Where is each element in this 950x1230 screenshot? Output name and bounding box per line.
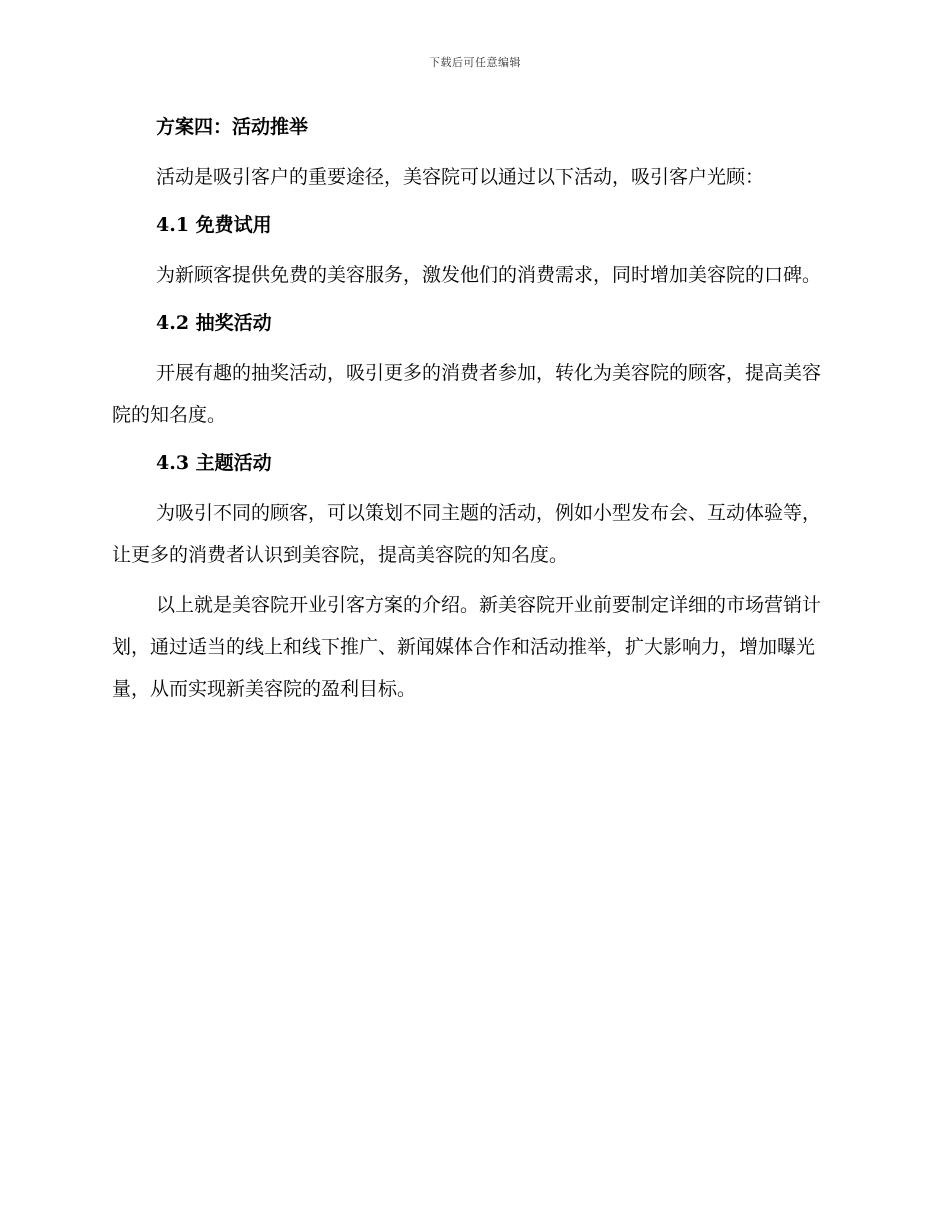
section-heading-4-3: 4.3 主题活动 (156, 452, 272, 474)
header-note: 下载后可任意编辑 (429, 56, 521, 69)
document-body (112, 108, 832, 718)
paragraph-4-1: 为新顾客提供免费的美容服务，激发他们的消费需求，同时增加美容院的口碑。 (156, 264, 822, 286)
paragraph-4-2: 开展有趣的抽奖活动，吸引更多的消费者参加，转化为美容院的顾客，提高美容院的知名度。 (112, 362, 822, 426)
conclusion-paragraph: 以上就是美容院开业引客方案的介绍。新美容院开业前要制定详细的市场营销计划，通过适当的线上和线下推广、新闻媒体合作和活动推举，扩大影响力，增加曝光量，从而实现新美容院的盈利目标。 (112, 594, 822, 700)
section-heading-4-1: 4.1 免费试用 (156, 214, 272, 236)
section-heading-plan-four: 方案四：活动推举 (156, 116, 309, 138)
section-heading-4-2: 4.2 抽奖活动 (156, 312, 272, 334)
paragraph-4-3: 为吸引不同的顾客，可以策划不同主题的活动，例如小型发布会、互动体验等，让更多的消费者认识到美容院，提高美容院的知名度。 (112, 502, 822, 566)
intro-paragraph: 活动是吸引客户的重要途径，美容院可以通过以下活动，吸引客户光顾： (156, 166, 765, 188)
